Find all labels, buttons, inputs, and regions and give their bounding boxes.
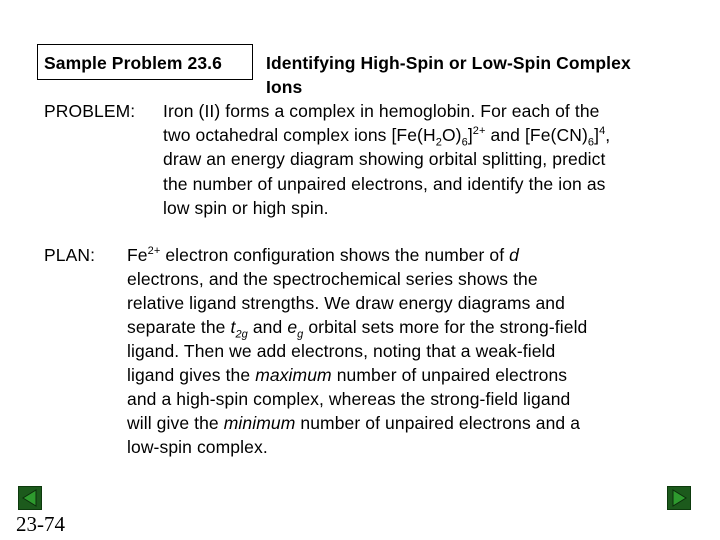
title-line-1: Identifying High-Spin or Low-Spin Complex: [266, 53, 631, 73]
plan-line-5: ligand. Then we add electrons, noting that a weak-field: [127, 341, 556, 361]
plan-line-6: ligand gives the maximum number of unpaired electrons: [127, 365, 568, 385]
plan-line-4: separate the $t_{2g}$ and $e_g$ orbital sets more for the strong-field: [127, 317, 588, 341]
triangle-right-icon: [668, 487, 690, 509]
problem-line-1: Iron (II) forms a complex in hemoglobin. For each of the: [163, 101, 600, 121]
problem-line-3: draw an energy diagram showing orbital splitting, predict: [163, 149, 606, 169]
plan-line-3: relative ligand strengths. We draw energy diagrams and: [127, 293, 565, 313]
next-slide-button[interactable]: [667, 486, 691, 510]
problem-line-5: low spin or high spin.: [163, 198, 329, 218]
plan-line-9: low-spin complex.: [127, 437, 268, 457]
plan-line-8: will give the minimum number of unpaired electrons and a: [127, 413, 581, 433]
page-number: 23-74: [16, 512, 65, 536]
plan-line-7: and a high-spin complex, whereas the strong-field ligand: [127, 389, 571, 409]
previous-slide-button[interactable]: [18, 486, 42, 510]
sample-problem-label: Sample Problem 23.6: [44, 53, 222, 73]
plan-label: PLAN:: [44, 245, 96, 265]
problem-line-4: the number of unpaired electrons, and identify the ion as: [163, 174, 606, 194]
title-line-2: Ions: [266, 77, 303, 97]
plan-line-1: $Fe^{2+}$ electron configuration shows the number of d: [127, 245, 519, 265]
triangle-left-icon: [19, 487, 41, 509]
problem-line-2: two octahedral complex ions $[Fe(H_2O)_6]^{2+}$ and $[Fe(CN)_6]^4$,: [163, 125, 611, 149]
problem-label: PROBLEM:: [44, 101, 136, 121]
plan-line-2: electrons, and the spectrochemical series shows the: [127, 269, 538, 289]
